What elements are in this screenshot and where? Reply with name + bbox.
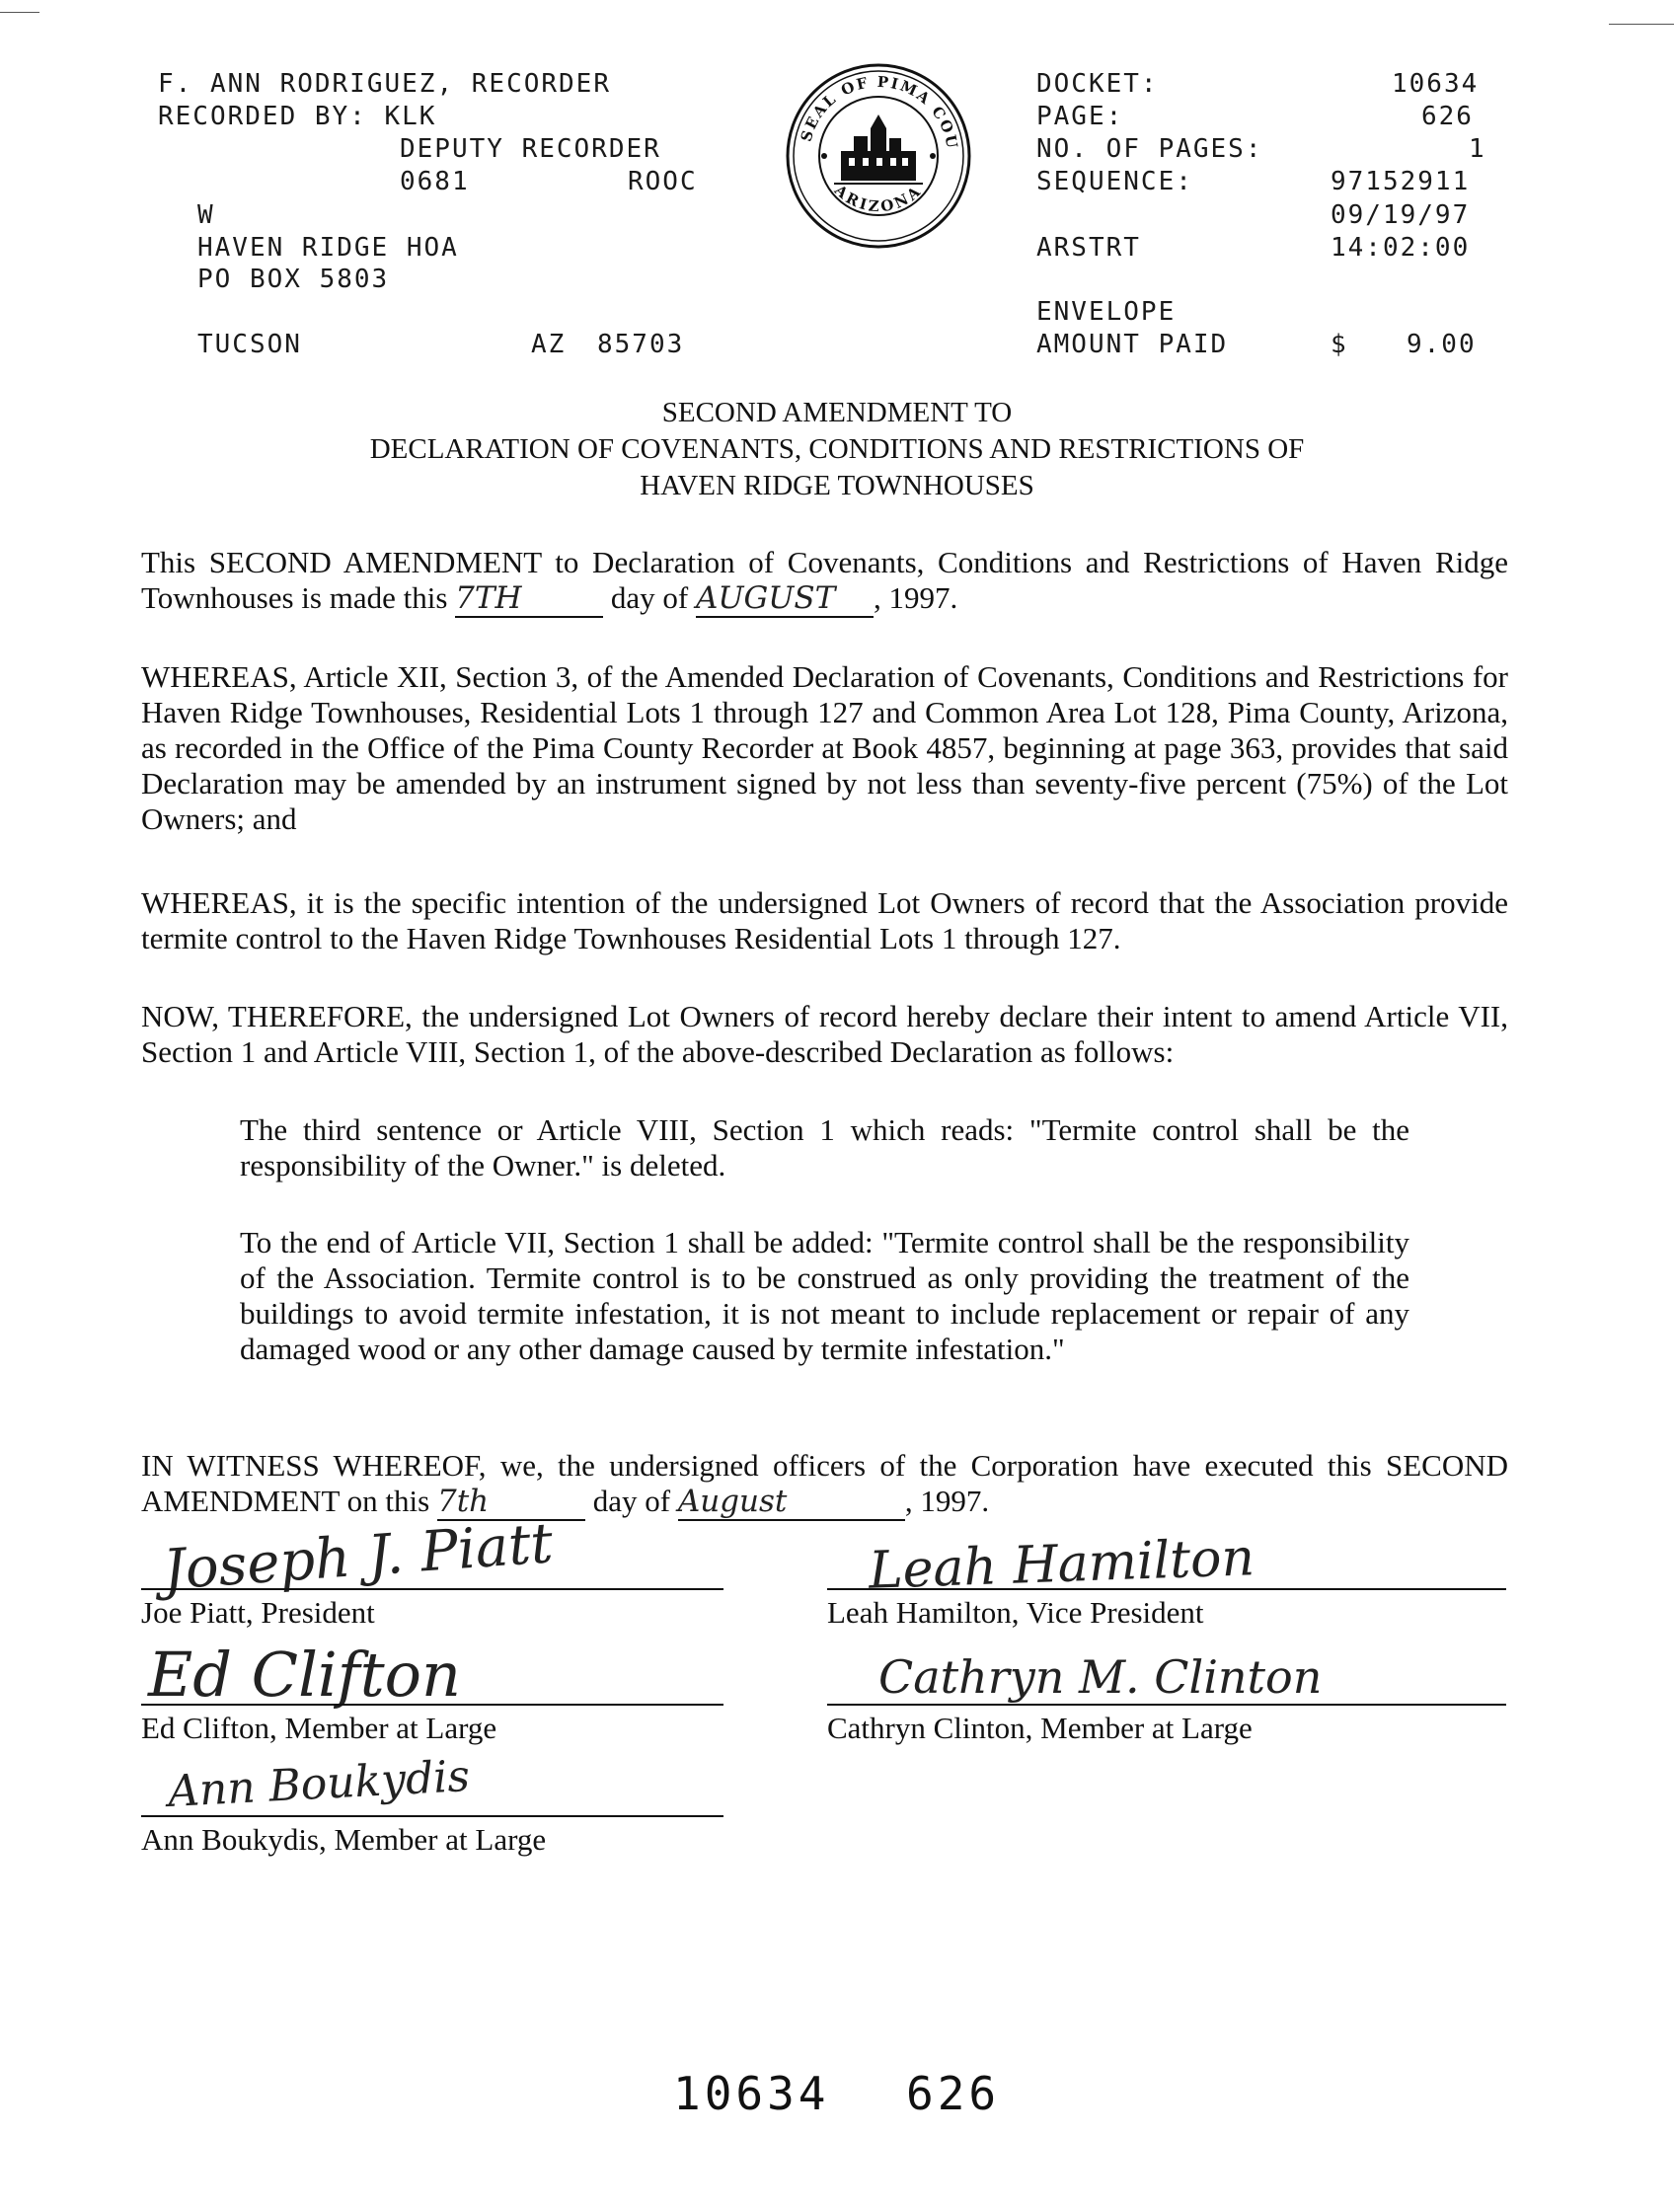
amendment-addition: To the end of Article VII, Section 1 shall be added: "Termite control shall be the responsibility of the Association. Termite control is to be construed as only providing the treatment of the buildings to avoid termite infestation, it is not meant to include replacement or repair of any damaged wood or any other damage caused by termite infestation." [240,1225,1409,1366]
caption-piatt: Joe Piatt, President [141,1595,375,1630]
dollar-sign: $ [1331,330,1348,359]
caption-hamilton: Leah Hamilton, Vice President [827,1595,1204,1630]
sequence-value: 97152911 [1331,167,1471,196]
intro-day-of: day of [610,580,689,615]
sequence-label: SEQUENCE: [1036,167,1193,196]
witness-month-handwritten: August [677,1484,788,1519]
witness-day-handwritten: 7th [436,1484,490,1519]
addressee-name: HAVEN RIDGE HOA [197,233,459,263]
deputy-recorder: DEPUTY RECORDER [400,134,661,164]
signature-clinton: Cathryn M. Clinton [878,1650,1323,1704]
signature-line-hamilton [827,1588,1506,1590]
page-value: 626 [1421,102,1474,131]
signature-hamilton: Leah Hamilton [868,1528,1256,1601]
witness-text: IN WITNESS WHEREOF, we, the undersigned officers of the Corporation have executed this SECOND AMENDMENT on this [141,1448,1508,1518]
recorder-name: F. ANN RODRIGUEZ, RECORDER [158,69,611,99]
caption-boukydis: Ann Boukydis, Member at Large [141,1822,547,1857]
seal-top-text: SEAL OF PIMA COU [797,72,961,152]
recorder-code-b: ROOC [628,167,698,196]
pages-value: 1 [1469,134,1486,164]
doc-title-line2: DECLARATION OF COVENANTS, CONDITIONS AND RESTRICTIONS OF [369,433,1305,465]
whereas-paragraph-2: WHEREAS, it is the specific intention of the undersigned Lot Owners of record that the Association provide termite control to the Haven Ridge Townhouses Residential Lots 1 through 127. [141,885,1508,955]
pages-label: NO. OF PAGES: [1036,134,1263,164]
caption-clinton: Cathryn Clinton, Member at Large [827,1711,1253,1745]
docket-value: 10634 [1392,69,1480,99]
signature-piatt: Joseph J. Piatt [161,1511,556,1603]
arstrt-label: ARSTRT [1036,233,1141,263]
signature-line-boukydis [141,1815,723,1817]
amount-paid-label: AMOUNT PAID [1036,330,1229,359]
signature-line-clinton [827,1704,1506,1706]
recorded-by: RECORDED BY: KLK [158,102,437,131]
addressee-zip: 85703 [597,330,685,359]
signature-boukydis: Ann Boukydis [166,1751,472,1817]
signature-clifton: Ed Clifton [148,1639,461,1711]
addressee-city: TUCSON [197,330,302,359]
intro-text: This SECOND AMENDMENT to Declaration of Covenants, Conditions and Restrictions of Haven Ridge Townhouses is made this [141,545,1508,615]
page-label: PAGE: [1036,102,1124,131]
svg-text:ARIZONA [830,181,926,215]
addressee-state: AZ [531,330,567,359]
intro-year: , 1997. [874,580,958,615]
amendment-deletion: The third sentence or Article VIII, Section 1 which reads: "Termite control shall be the responsibility of the Owner." is deleted. [240,1112,1409,1182]
witness-year: , 1997. [904,1484,990,1518]
intro-day-handwritten: 7TH [455,580,522,616]
seal-bottom-text: ARIZONA [831,181,926,216]
whereas-paragraph-1: WHEREAS, Article XII, Section 3, of the Amended Declaration of Covenants, Conditions and Restrictions for Haven Ridge Townhouses, Residential Lots 1 through 127 and Common Area Lot 128, Pima County, Arizona, as recorded in the Office of the Pima County Recorder at Book 4857, beginning at page 363, provides that said Declaration may be amended by an instrument signed by not less than seventy-five percent (75%) of the Lot Owners; and [141,659,1508,836]
intro-paragraph [141,545,1508,618]
addressee-po-box: PO BOX 5803 [197,265,390,294]
recorder-code-a: 0681 [400,167,470,196]
pima-county-seal [780,57,977,255]
signature-line-piatt [141,1588,723,1590]
doc-title-line1: SECOND AMENDMENT TO [661,397,1013,428]
doc-title-line3: HAVEN RIDGE TOWNHOUSES [640,470,1034,501]
scan-mark-left [0,12,39,13]
intro-month-handwritten: AUGUST [696,580,836,616]
scan-mark-right [1609,24,1674,25]
record-time: 14:02:00 [1331,233,1471,263]
caption-clifton: Ed Clifton, Member at Large [141,1711,497,1745]
witness-paragraph [141,1448,1508,1521]
recorder-w: W [197,200,215,230]
docket-label: DOCKET: [1036,69,1159,99]
witness-day-of: day of [592,1484,671,1518]
footer-page: 626 [906,2067,1001,2120]
amount-paid-value: 9.00 [1407,330,1477,359]
record-date: 09/19/97 [1331,200,1471,230]
footer-docket: 10634 [673,2067,830,2120]
signature-line-clifton [141,1704,723,1706]
now-therefore-paragraph: NOW, THEREFORE, the undersigned Lot Owners of record hereby declare their intent to amend Article VII, Section 1 and Article VIII, Section 1, of the above-described Declaration as follows: [141,999,1508,1069]
envelope-label: ENVELOPE [1036,297,1177,327]
